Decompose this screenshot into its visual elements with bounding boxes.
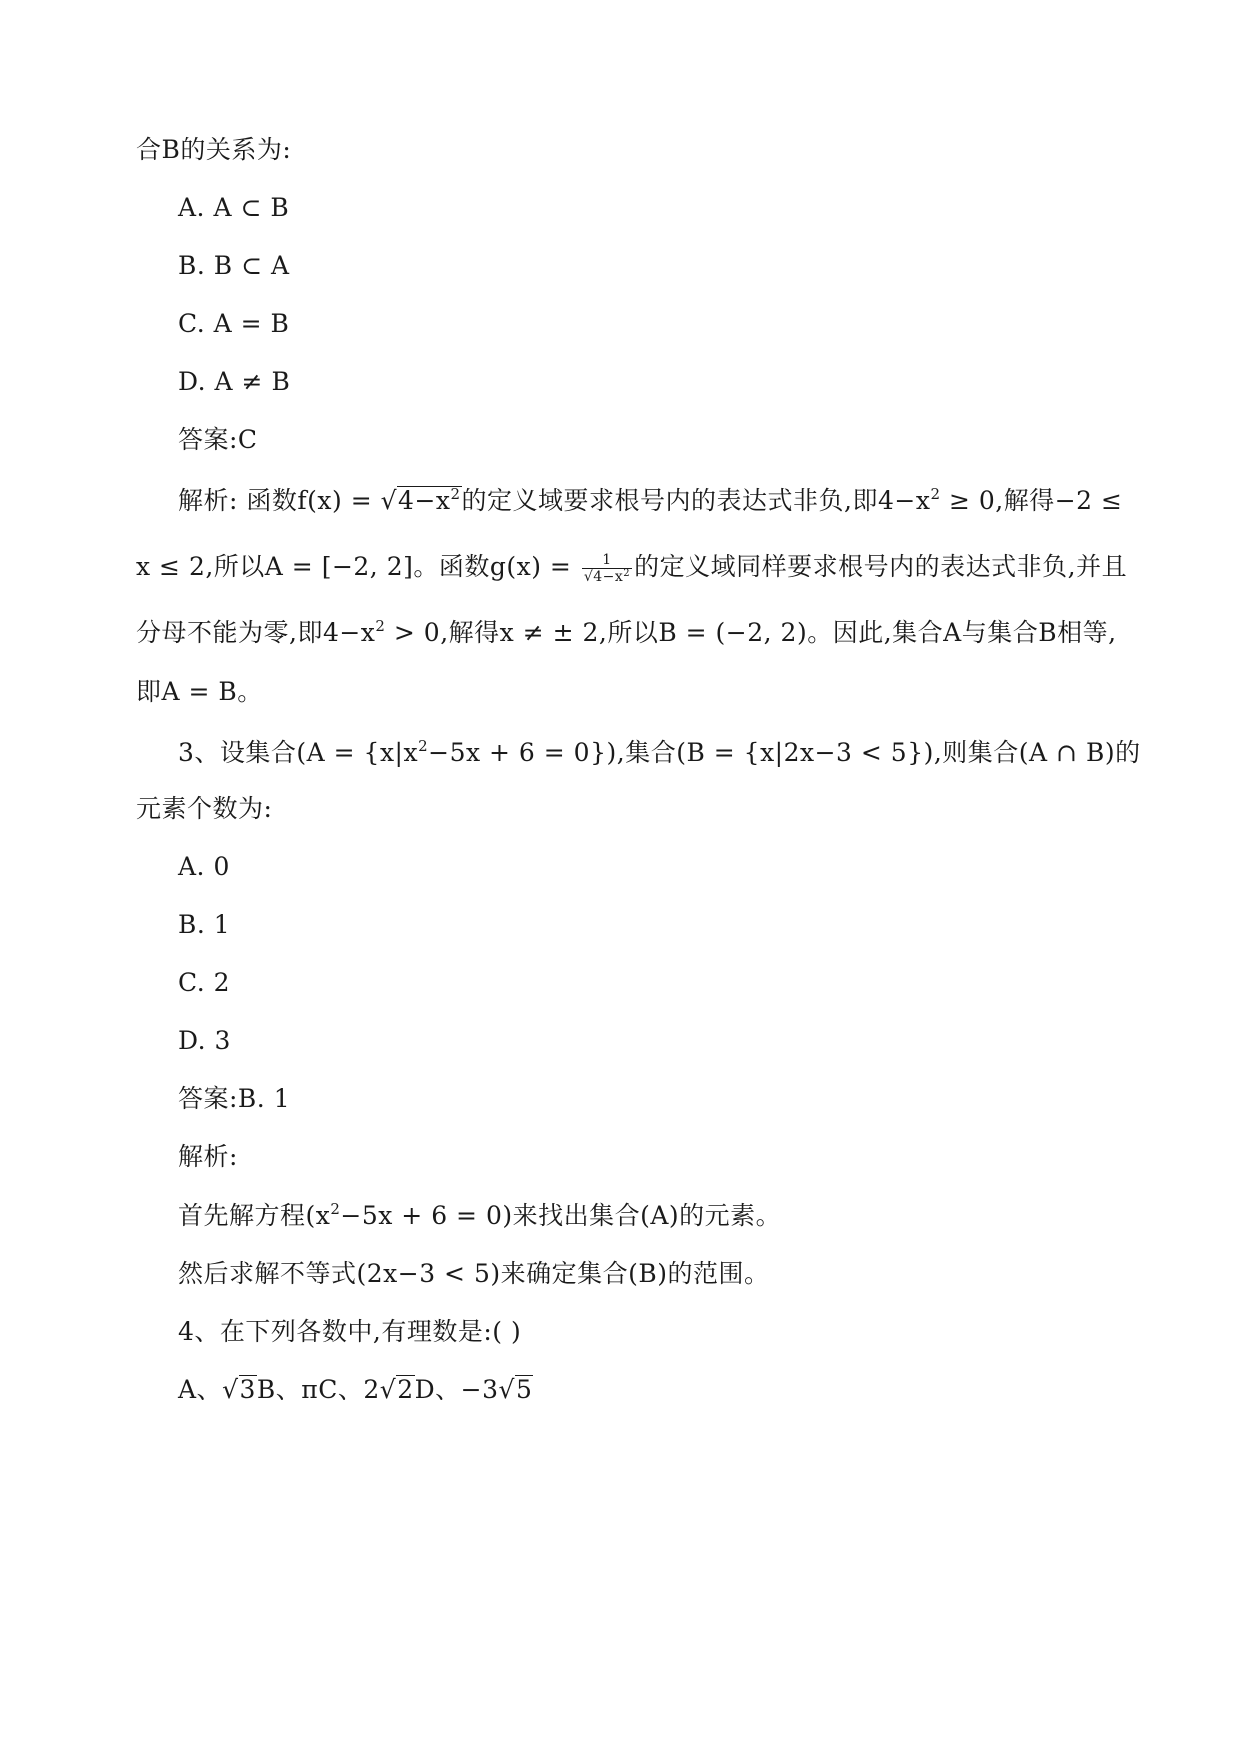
function-f: f(x) = <box>297 486 381 515</box>
q2-analysis-line-4: 即A = B。 <box>136 677 263 706</box>
q3-answer: 答案:B. 1 <box>178 1084 291 1113</box>
q4-stem: 4、在下列各数中,有理数是:( ) <box>178 1317 522 1346</box>
q2-answer: 答案:C <box>178 425 258 454</box>
q2-analysis-text: 函数 <box>246 486 298 515</box>
q4-options <box>178 1373 533 1407</box>
sqrt-expression: √2 <box>379 1375 414 1404</box>
math-expression: 4−x <box>322 618 376 647</box>
q3-option-a: A. 0 <box>178 852 230 881</box>
radicand: 4−x <box>593 569 624 585</box>
q2-analysis-text: 分母不能为零,即 <box>136 618 323 647</box>
q4-option-c: C、2 <box>318 1375 380 1404</box>
q3-option-b: B. 1 <box>178 910 231 939</box>
q2-option-d: D. A ≠ B <box>178 367 291 396</box>
q2-analysis-line-2 <box>136 550 1127 585</box>
q4-option-a: A、 <box>178 1375 223 1404</box>
q3-step-text: −5x + 6 = 0)来找出集合(A)的元素。 <box>340 1201 782 1230</box>
q4-option-b: B、π <box>256 1375 319 1404</box>
q3-analysis-step-2: 然后求解不等式(2x−3 < 5)来确定集合(B)的范围。 <box>178 1259 770 1288</box>
q2-analysis-text: 的定义域同样要求根号内的表达式非负,并且 <box>634 552 1128 581</box>
q2-analysis-label: 解析: <box>178 486 238 515</box>
q2-option-c: C. A = B <box>178 309 290 338</box>
exponent: 2 <box>418 737 429 755</box>
fraction <box>582 552 632 585</box>
exponent: 2 <box>450 485 461 503</box>
q2-stem-tail: 合B的关系为: <box>136 135 292 164</box>
q2-option-b: B. B ⊂ A <box>178 251 290 280</box>
exponent: 2 <box>330 1200 341 1218</box>
fraction-numerator: 1 <box>582 552 632 569</box>
fraction-denominator: $√4-x^2$ <box>583 568 631 585</box>
q2-analysis-text: x ≤ 2,所以A = [−2, 2]。函数 <box>136 552 490 581</box>
radicand: 3 <box>239 1375 256 1404</box>
math-expression: 4−x <box>878 486 931 515</box>
q3-option-d: D. 3 <box>178 1026 231 1055</box>
q2-option-a: A. A ⊂ B <box>178 193 290 222</box>
q2-analysis-text: > 0,解得x ≠ ± 2,所以B = (−2, 2)。因此,集合A与集合B相等, <box>385 618 1117 647</box>
radicand: 5 <box>515 1375 533 1404</box>
q3-stem-text: 3、设集合(A = {x|x <box>178 738 419 767</box>
q2-analysis-line-3 <box>136 616 1117 650</box>
sqrt-expression: √3 <box>222 1375 256 1404</box>
exponent: 2 <box>623 568 631 579</box>
exponent: 2 <box>930 485 941 503</box>
q3-stem-line-1 <box>178 736 1141 770</box>
q3-stem-line-2: 元素个数为: <box>136 794 273 823</box>
q3-analysis-label: 解析: <box>178 1142 238 1171</box>
q3-analysis-step-1 <box>178 1199 781 1233</box>
q3-option-c: C. 2 <box>178 968 231 997</box>
radicand: 4−x <box>398 486 451 515</box>
q3-step-text: 首先解方程(x <box>178 1201 331 1230</box>
sqrt-expression: $√4-x^2$ <box>380 485 461 515</box>
function-g: g(x) = <box>489 552 580 581</box>
sqrt-expression: √5 <box>498 1375 533 1404</box>
q2-analysis-text: ≥ 0,解得−2 ≤ <box>940 486 1123 515</box>
q4-option-d: D、−3 <box>414 1375 499 1404</box>
exponent: 2 <box>375 617 386 635</box>
q2-analysis-line-1 <box>178 484 1122 518</box>
radicand: 2 <box>397 1375 414 1404</box>
q3-stem-text: −5x + 6 = 0}),集合(B = {x|2x−3 < 5}),则集合(A ∩ B)的 <box>428 738 1141 767</box>
q2-analysis-text: 的定义域要求根号内的表达式非负,即 <box>461 486 878 515</box>
